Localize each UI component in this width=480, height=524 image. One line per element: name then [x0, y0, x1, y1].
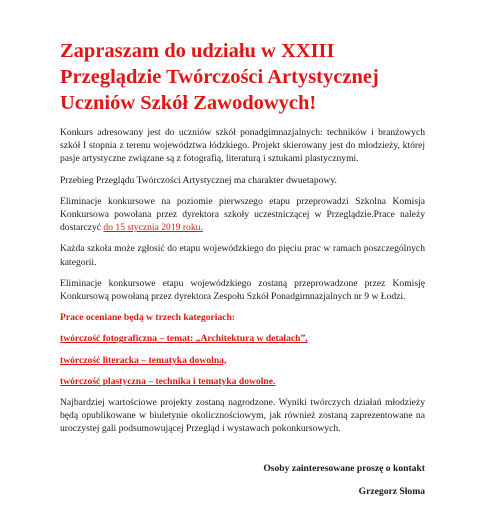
awards-paragraph: Najbardziej wartościowe projekty zostaną nagrodzone. Wyniki twórczych działań młodzieży będą opublikowane w biuletynie okolicznościowym, jak również zostaną zaprezentowane na uroczystej gali podsumowującej Przegląd i wystawach pokonkursowych.	[60, 397, 425, 435]
intro-paragraph: Konkurs adresowany jest do uczniów szkół ponadgimnazjalnych: techników i branżowych szkół I stopnia z terenu województwa łódzkiego. Projekt skierowany jest do młodzieży, której pasje artystyczne związane są z fotografią, literaturą i sztukami plastycznymi.	[60, 127, 425, 165]
first-stage-paragraph	[60, 195, 425, 235]
categories-heading: Prace oceniane będą w trzech kategoriach:	[60, 312, 236, 324]
page-title: Zapraszam do udziału w XXIII Przeglądzie Twórczości Artystycznej Uczniów Szkół Zawodowych!	[60, 40, 379, 114]
submission-limit-paragraph: Każda szkoła może zgłosić do etapu wojewódzkiego do pięciu prac w ramach poszczególnych kategorii.	[60, 243, 425, 268]
contact-line: Osoby zainteresowane proszę o kontakt	[263, 462, 425, 474]
first-stage-text: Eliminacje konkursowe na poziomie pierwszego etapu przeprowadzi Szkolna Komisja Konkursowa powołana przez dyrektora szkoły uczestniczącej w Przeglądzie.Prace należy dostarczyć	[60, 195, 425, 234]
contact-name: Grzegorz Słoma	[358, 485, 425, 497]
category-literature[interactable]: twórczość literacka – tematyka dowolna,	[60, 354, 227, 366]
deadline-date-link[interactable]: do 15 stycznia 2019 roku.	[103, 222, 203, 234]
category-photography[interactable]: twórczość fotograficzna – temat: „Architektura w detalach”,	[60, 333, 308, 345]
stages-paragraph: Przebieg Przeglądu Twórczości Artystycznej ma charakter dwuetapowy.	[60, 174, 337, 186]
category-fine-arts[interactable]: twórczość plastyczna – technika i tematyka dowolne.	[60, 375, 276, 387]
regional-stage-paragraph: Eliminacje konkursowe etapu wojewódzkiego zostaną przeprowadzone przez Komisję Konkursową powołaną przez dyrektora Zespołu Szkół Ponadgimnazjalnych nr 9 w Łodzi.	[60, 277, 425, 303]
